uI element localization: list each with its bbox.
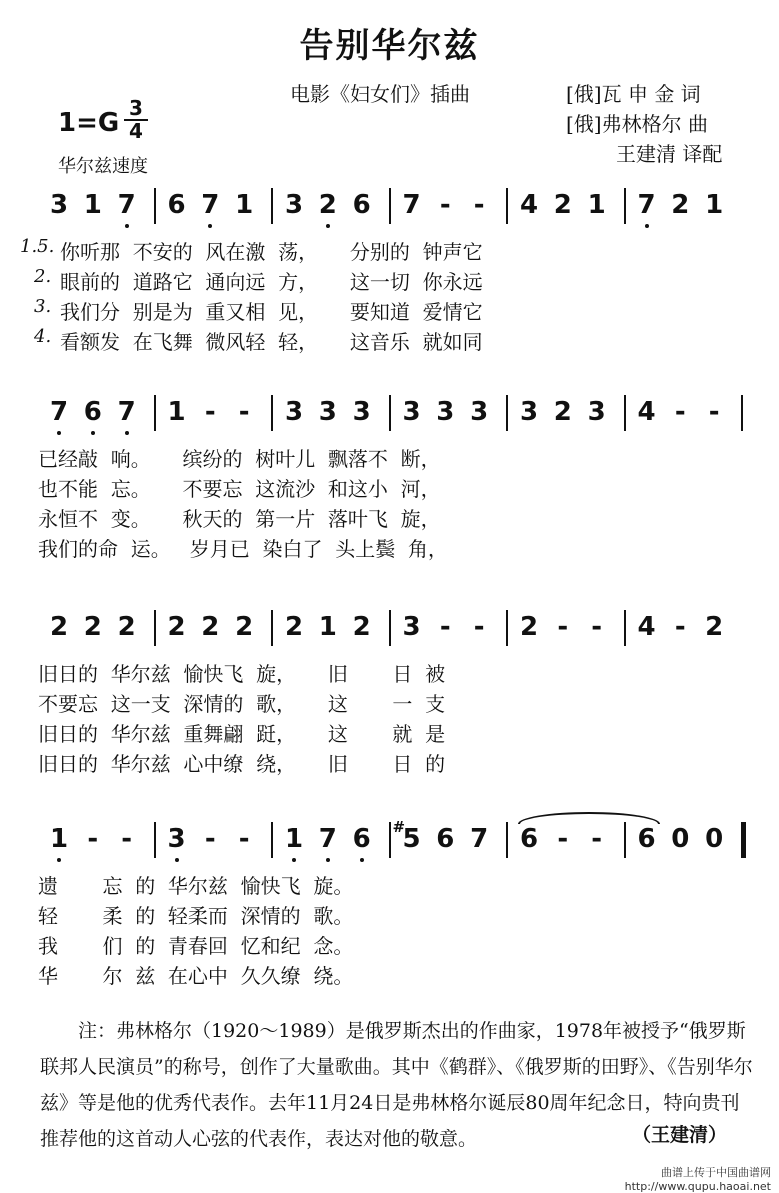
key-signature: 1=G: [58, 108, 120, 138]
barline: [154, 610, 156, 646]
low-octave-dot: [292, 858, 296, 862]
song-subtitle: 电影《妇女们》插曲: [290, 82, 470, 106]
note: 3: [436, 397, 455, 427]
notes-row: [0, 818, 779, 862]
hold-dash: -: [708, 397, 720, 427]
low-octave-dot: [125, 224, 129, 228]
note: 1: [284, 824, 304, 854]
barline: [271, 188, 273, 224]
hold-dash: -: [204, 397, 216, 427]
low-octave-dot: [91, 431, 95, 435]
composer-credit: [俄]弗林格尔 曲: [566, 112, 708, 136]
note: 3: [318, 397, 337, 427]
hold-dash: -: [591, 824, 603, 854]
barline: [389, 188, 391, 224]
barline: [271, 610, 273, 646]
note: 3: [470, 397, 489, 427]
hold-dash: -: [439, 612, 451, 642]
note: 3: [49, 190, 69, 220]
hold-dash: -: [238, 824, 250, 854]
final-barline: [741, 822, 746, 858]
verse-number: 1.5.: [20, 236, 55, 257]
note: 6: [167, 190, 186, 220]
note: 6: [519, 824, 539, 854]
barline: [271, 395, 273, 431]
low-octave-dot: [326, 858, 330, 862]
barline: [271, 822, 273, 858]
barline: [506, 610, 508, 646]
lyric-line: 轻 柔 的 轻柔而 深情的 歌。: [38, 904, 354, 928]
time-signature: [124, 98, 148, 142]
barline: [624, 395, 626, 431]
barline: [624, 610, 626, 646]
lyric-line: 你听那 不安的 风在激 荡， 分别的 钟声它: [60, 240, 483, 264]
barline: [624, 188, 626, 224]
low-octave-dot: [57, 431, 61, 435]
note: 2: [167, 612, 186, 642]
low-octave-dot: [208, 224, 212, 228]
note: 2: [117, 612, 136, 642]
note: 3: [284, 397, 304, 427]
note: 2: [235, 612, 254, 642]
barline: [389, 395, 391, 431]
note: 3: [284, 190, 304, 220]
note: 7: [117, 190, 136, 220]
note: 7: [402, 190, 421, 220]
lyric-line: 看额发 在飞舞 微风轻 轻， 这音乐 就如同: [60, 330, 483, 354]
lyric-line: 遗 忘 的 华尔兹 愉快飞 旋。: [38, 874, 354, 898]
verse-number: 4.: [34, 326, 52, 347]
barline: [624, 822, 626, 858]
note: 6: [637, 824, 656, 854]
note: 4: [637, 397, 656, 427]
note: 3: [167, 824, 186, 854]
hold-dash: -: [674, 397, 686, 427]
hold-dash: -: [591, 612, 603, 642]
verse-number: 2.: [34, 266, 52, 287]
barline: [741, 395, 743, 431]
note: 1: [83, 190, 102, 220]
time-signature-top: 3: [129, 96, 143, 120]
low-octave-dot: [326, 224, 330, 228]
note: 7: [470, 824, 489, 854]
lyric-line: 永恒不 变。 秋天的 第一片 落叶飞 旋，: [38, 507, 441, 531]
note: 6: [436, 824, 455, 854]
note: 3: [587, 397, 606, 427]
note: 2: [83, 612, 102, 642]
note: 0: [671, 824, 690, 854]
hold-dash: -: [439, 190, 451, 220]
verse-number: 3.: [34, 296, 52, 317]
note: 2: [553, 190, 572, 220]
barline: [154, 395, 156, 431]
barline: [506, 395, 508, 431]
watermark: [625, 1164, 771, 1193]
low-octave-dot: [57, 858, 61, 862]
note: 1: [167, 397, 186, 427]
lyric-line: 已经敲 响。 缤纷的 树叶儿 飘落不 断，: [38, 447, 441, 471]
low-octave-dot: [360, 858, 364, 862]
note: 2: [49, 612, 69, 642]
low-octave-dot: [125, 431, 129, 435]
song-title: 告别华尔兹: [299, 26, 480, 66]
note: 3: [402, 612, 421, 642]
note: 2: [318, 190, 337, 220]
hold-dash: -: [204, 824, 216, 854]
tempo-marking: 华尔兹速度: [58, 156, 148, 177]
lyric-line: 也不能 忘。 不要忘 这流沙 和这小 河，: [38, 477, 441, 501]
tie-arc: [518, 812, 660, 824]
note: 1: [705, 190, 724, 220]
note: 2: [352, 612, 371, 642]
footnote: 注：弗林格尔（1920～1989）是俄罗斯杰出的作曲家，1978年被授予“俄罗斯联邦人民演员”的称号，创作了大量歌曲。其中《鹤群》、《俄罗斯的田野》、《告别华尔兹》等是他的优秀代表作。去年11月24日是弗林格尔诞辰80周年纪念日，特向贵刊推荐他的这首动人心弦的代表作，表达对他的敬意。: [40, 1020, 753, 1150]
note: 0: [705, 824, 724, 854]
sharp-sign: #: [392, 818, 406, 836]
footnote-signature: （王建清）: [632, 1124, 728, 1146]
lyric-line: 旧日的 华尔兹 心中缭 绕， 旧 日 的: [38, 752, 446, 776]
hold-dash: -: [473, 190, 485, 220]
note: 7: [637, 190, 656, 220]
note: 3: [402, 397, 421, 427]
hold-dash: -: [557, 824, 569, 854]
note: 2: [201, 612, 220, 642]
watermark-line-1: 曲谱上传于中国曲谱网: [661, 1166, 771, 1179]
note: 2: [705, 612, 724, 642]
lyric-line: 我 们 的 青春回 忆和纪 念。: [38, 934, 354, 958]
lyric-line: 眼前的 道路它 通向远 方， 这一切 你永远: [60, 270, 483, 294]
barline: [389, 822, 391, 858]
lyric-line: 华 尔 兹 在心中 久久缭 绕。: [38, 964, 354, 988]
hold-dash: -: [557, 612, 569, 642]
barline: [154, 188, 156, 224]
note: 4: [519, 190, 539, 220]
notes-row: [0, 395, 779, 435]
note: 5: [402, 824, 421, 854]
hold-dash: -: [473, 612, 485, 642]
note: 2: [671, 190, 690, 220]
note: 6: [352, 190, 371, 220]
translator-credit: 王建清 译配: [616, 142, 723, 166]
lyricist-credit: [俄]瓦 申 金 词: [566, 82, 701, 106]
note: 7: [318, 824, 337, 854]
note: 7: [49, 397, 69, 427]
note: 3: [352, 397, 371, 427]
note: 1: [318, 612, 337, 642]
note: 2: [553, 397, 572, 427]
lyric-line: 我们分 别是为 重又相 见， 要知道 爱情它: [60, 300, 483, 324]
lyric-line: 不要忘 这一支 深情的 歌， 这 一 支: [38, 692, 446, 716]
note: 4: [637, 612, 656, 642]
note: 7: [117, 397, 136, 427]
lyric-line: 旧日的 华尔兹 重舞翩 跹， 这 就 是: [38, 722, 446, 746]
note: 2: [519, 612, 539, 642]
note: 6: [83, 397, 102, 427]
notes-row: [0, 610, 779, 650]
note: 7: [201, 190, 220, 220]
barline: [154, 822, 156, 858]
note: 3: [519, 397, 539, 427]
low-octave-dot: [645, 224, 649, 228]
note: 1: [235, 190, 254, 220]
hold-dash: -: [121, 824, 133, 854]
note: 6: [352, 824, 371, 854]
note: 2: [284, 612, 304, 642]
barline: [506, 822, 508, 858]
lyric-line: 旧日的 华尔兹 愉快飞 旋， 旧 日 被: [38, 662, 446, 686]
hold-dash: -: [674, 612, 686, 642]
note: 1: [49, 824, 69, 854]
lyric-line: 我们的命 运。 岁月已 染白了 头上鬓 角，: [38, 537, 448, 561]
notes-row: [0, 188, 779, 228]
hold-dash: -: [87, 824, 99, 854]
watermark-line-2: http://www.qupu.haoai.net: [624, 1180, 771, 1193]
hold-dash: -: [238, 397, 250, 427]
barline: [389, 610, 391, 646]
barline: [506, 188, 508, 224]
note: 1: [587, 190, 606, 220]
low-octave-dot: [175, 858, 179, 862]
time-signature-bottom: 4: [124, 119, 148, 142]
